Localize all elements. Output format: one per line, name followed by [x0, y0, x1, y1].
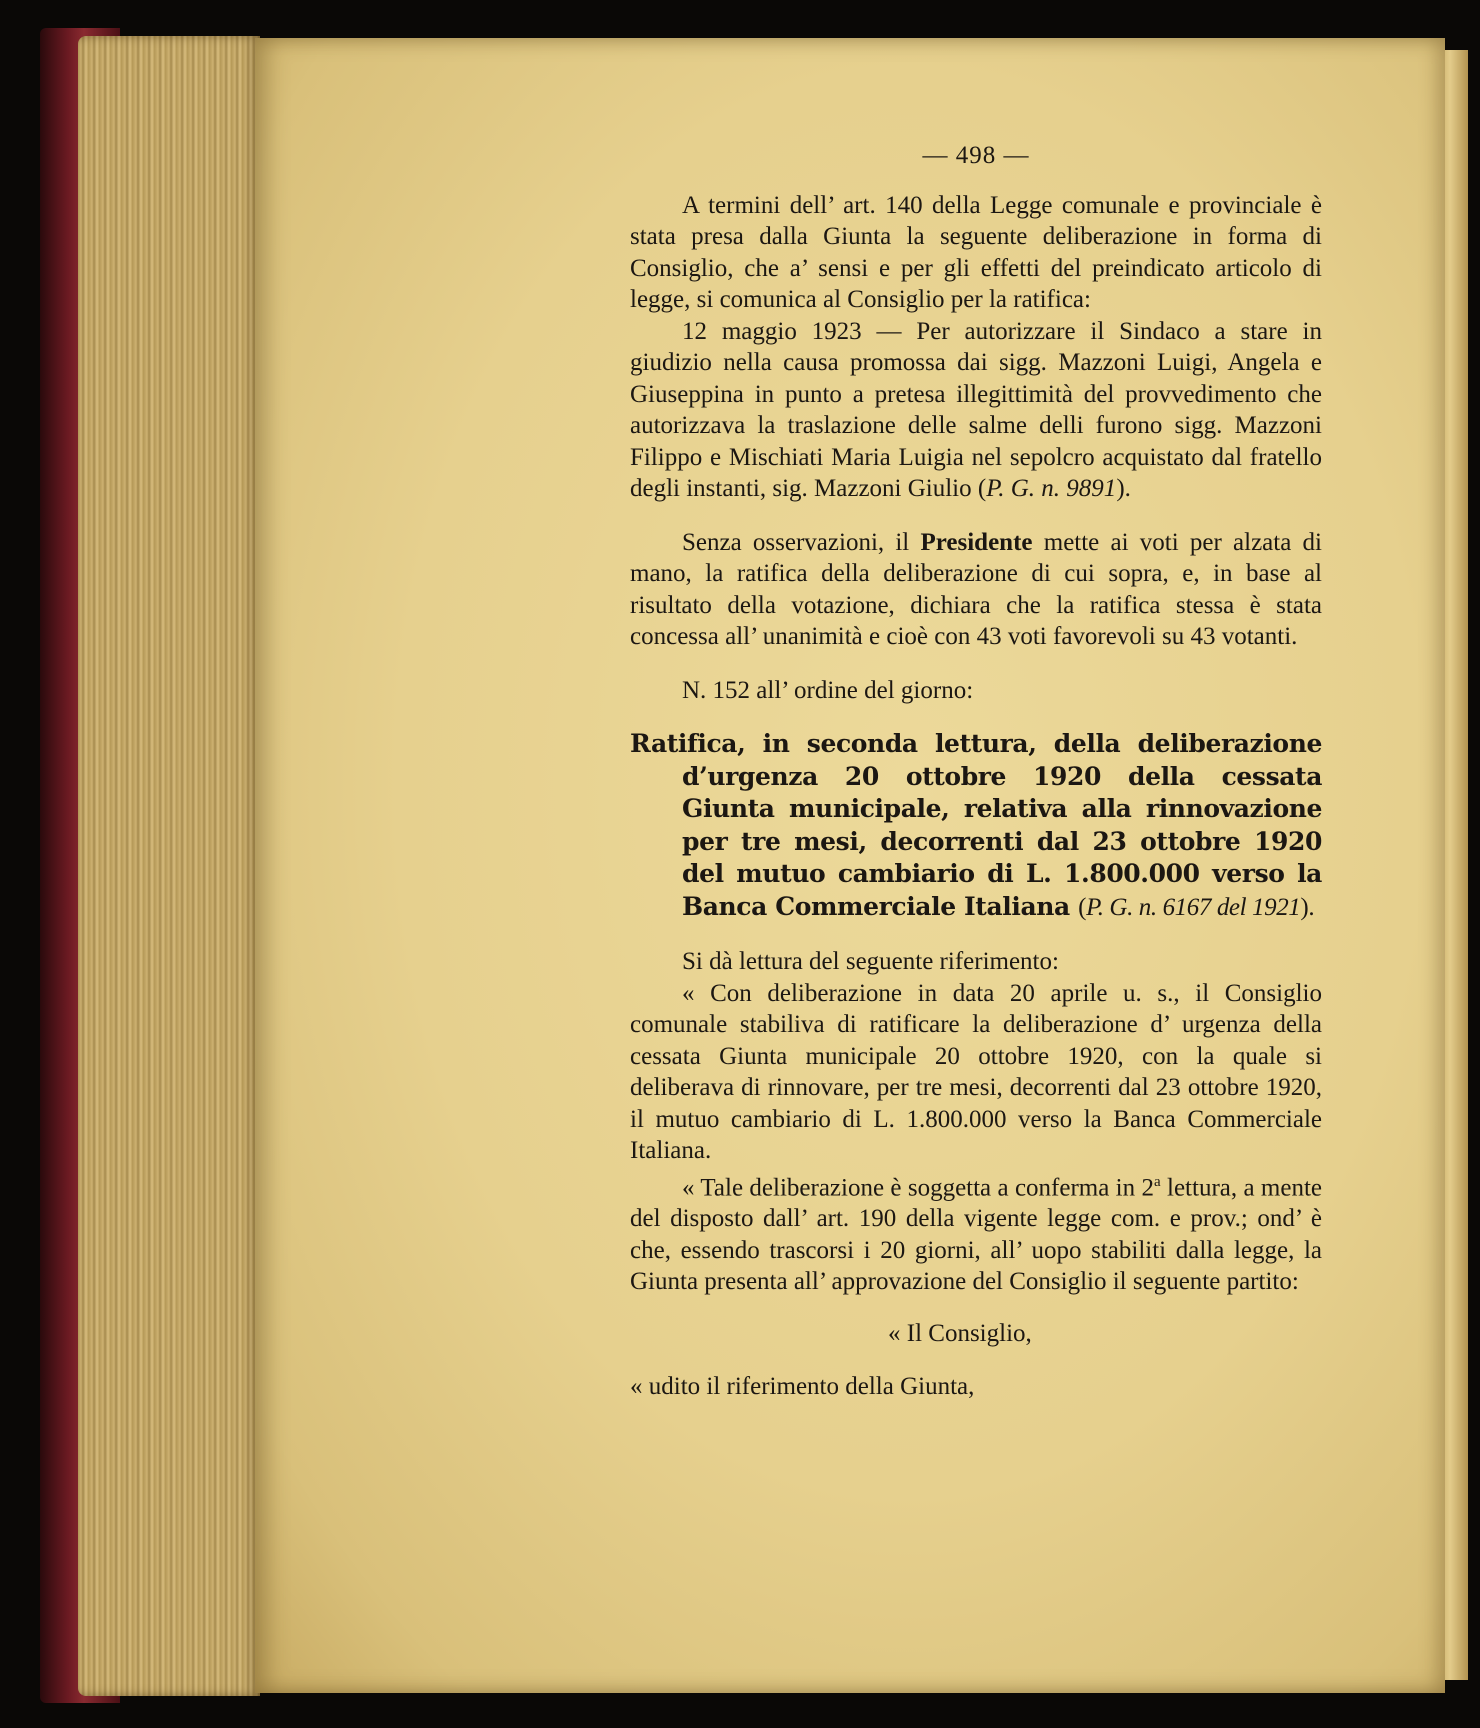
paragraph-intro: A termini dell’ art. 140 della Legge comunale e provinciale è stata presa dalla Giunta la seguente deliberazione in forma di Consiglio, che a’ sensi e per gli effetti del preindicato articolo di legge, si comunica al Consiglio per la ratifica:: [630, 191, 1322, 313]
deliberation-end: ).: [1116, 475, 1131, 502]
heading-text: Ratifica, in seconda lettura, della deliberazione d’urgenza 20 ottobre 1920 della cessata Giunta municipale, relativa alla rinnovazione per tre mesi, decorrenti dal 23 ottobre 1920 del mutuo cambiario di L. 1.800.000 verso la Banca Commerciale Italiana: [630, 729, 1322, 921]
page-stack-edges: [78, 36, 260, 1696]
quote2-post: lettura, a mente del disposto dall’ art. 190 della vigente legge com. e prov.; ond’ è che, essendo trascorsi i 20 giorni, all’ uopo stabiliti dalla legge, la Giunta presenta all’ approvazione del Consiglio il seguente partito:: [630, 1173, 1322, 1296]
paragraph-vote: [630, 527, 1322, 653]
paragraph-agenda-item: N. 152 all’ ordine del giorno:: [682, 676, 974, 704]
vote-president: Presidente: [920, 528, 1033, 556]
quote2-sup: a: [1153, 1173, 1161, 1190]
heading-open: (: [1078, 893, 1087, 921]
heading-close: ).: [1300, 893, 1315, 921]
paragraph-council: « Il Consiglio,: [888, 1319, 1032, 1347]
heading-reference: P. G. n. 6167 del 1921: [1086, 893, 1301, 921]
deliberation-text: 12 maggio 1923 — Per autorizzare il Sindaco a stare in giudizio nella causa promossa dai sigg. Mazzoni Luigi, Angela e Giuseppina in punto a pretesa illegittimità del provvedimento che autorizzava la traslazione delle salme delli furono sigg. Mazzoni Filippo e Mischiati Maria Luigia nel sepolcro acquistato dal fratello degli instanti, sig. Mazzoni Giulio (: [630, 317, 1322, 502]
paragraph-deliberation: [630, 316, 1322, 505]
vote-text-post: mette ai voti per alzata di mano, la ratifica della deliberazione di cui sopra, e, in base al risultato della votazione, dichiara che la ratifica stessa è stata concessa all’ unanimità e cioè con 43 voti favorevoli su 43 votanti.: [630, 528, 1322, 650]
paragraph-quote-1: « Con deliberazione in data 20 aprile u. s., il Consiglio comunale stabiliva di ratificare la deliberazione d’ urgenza della cessata Giunta municipale 20 ottobre 1920, con la quale si deliberava di rinnovare, per tre mesi, decorrenti dal 23 ottobre 1920, il mutuo cambiario di L. 1.800.000 verso la Banca Commerciale Italiana.: [630, 979, 1322, 1164]
quote2-pre: « Tale deliberazione è soggetta a conferma in 2: [682, 1173, 1154, 1201]
paragraph-quote-2: [630, 1167, 1322, 1298]
section-heading: [630, 728, 1322, 924]
page-text: [630, 140, 1322, 1403]
page-number: — 498 —: [922, 142, 1030, 169]
paragraph-reading: Si dà lettura del seguente riferimento:: [682, 948, 1059, 975]
deliberation-reference: P. G. n. 9891: [986, 475, 1117, 502]
paragraph-heard: « udito il riferimento della Giunta,: [630, 1373, 975, 1401]
vote-text-pre: Senza osservazioni, il: [682, 528, 921, 556]
